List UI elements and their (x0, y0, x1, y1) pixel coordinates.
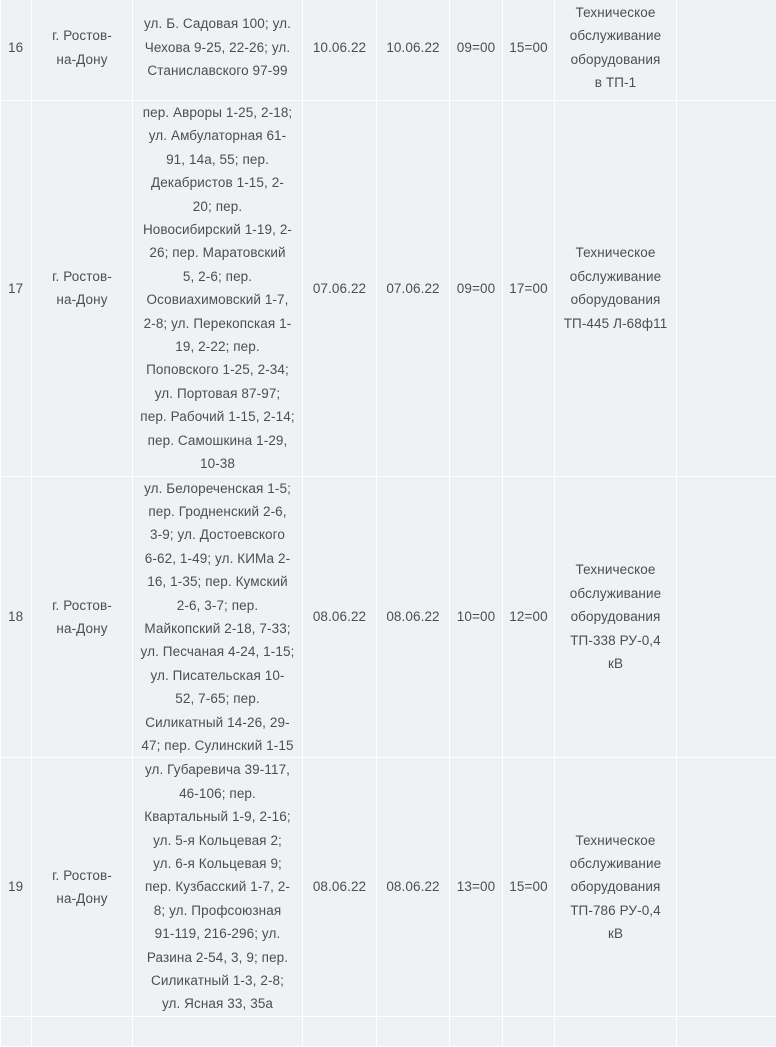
row-number-cell (1, 476, 32, 758)
row-number: 17 (8, 277, 31, 300)
address-list-line: пер. Рабочий 1-15, 2-14; (135, 405, 300, 428)
start-time-cell (450, 758, 503, 1016)
end-time: 17=00 (503, 277, 554, 300)
end-time-cell (503, 0, 555, 101)
address-list-line: 47; пер. Сулинский 1-15 (135, 734, 300, 757)
table-row (1, 0, 776, 101)
address-list-line: 8; ул. Профсоюзная (135, 899, 300, 922)
start-time-cell (450, 476, 503, 758)
empty-cell (450, 1016, 503, 1046)
address-list-line: 2-8; ул. Перекопская 1- (135, 312, 300, 335)
empty-cell (377, 1016, 450, 1046)
address-list-line: ул. Амбулаторная 61- (135, 124, 300, 147)
empty-cell (133, 1016, 303, 1046)
table-row (1, 101, 776, 477)
start-date: 10.06.22 (303, 36, 376, 59)
table-row (1, 476, 776, 758)
address-list-line: 16, 1-35; пер. Кумский (135, 570, 300, 593)
address-list-line: 19, 2-22; пер. (135, 335, 300, 358)
address-list-line: 91, 14а, 55; пер. (135, 148, 300, 171)
row-number: 18 (8, 605, 31, 628)
address-list-line: 3-9; ул. Достоевского (135, 523, 300, 546)
work-description (555, 829, 676, 946)
city-name: г. Ростов-на-Дону (32, 265, 132, 312)
start-date-cell (303, 476, 377, 758)
address-list-line: 46-106; пер. (135, 782, 300, 805)
work-description-cell (555, 758, 677, 1016)
city-name: г. Ростов-на-Дону (32, 24, 132, 71)
address-list-line: 26; пер. Маратовский (135, 241, 300, 264)
work-description-cell (555, 101, 677, 477)
table-row (1, 758, 776, 1016)
work-description-line: оборудования (555, 48, 676, 71)
empty-cell (677, 1016, 776, 1046)
address-list (133, 101, 302, 476)
address-list-cell (133, 0, 303, 101)
city-name: г. Ростов-на-Дону (32, 864, 132, 911)
work-description-line: оборудования (555, 288, 676, 311)
work-description-line: кВ (555, 922, 676, 945)
city-cell (32, 758, 133, 1016)
work-description-line: обслуживание (555, 24, 676, 47)
end-date: 07.06.22 (377, 277, 449, 300)
table-body (1, 0, 776, 1046)
empty-cell (1, 1016, 32, 1046)
address-list-line: Осовиахимовский 1-7, (135, 288, 300, 311)
address-list-cell (133, 476, 303, 758)
address-list-cell (133, 101, 303, 477)
address-list-line: 10-38 (135, 452, 300, 475)
row-number: 19 (8, 875, 31, 898)
end-date-cell (377, 101, 450, 477)
address-list-line: Силикатный 1-3, 2-8; (135, 969, 300, 992)
address-list-line: ул. Писательская 10- (135, 664, 300, 687)
address-list-line: Новосибирский 1-19, 2- (135, 218, 300, 241)
address-list-line: 5, 2-6; пер. (135, 265, 300, 288)
work-description-cell (555, 476, 677, 758)
address-list (133, 477, 302, 758)
end-time-cell (503, 476, 555, 758)
address-list-line: пер. Авроры 1-25, 2-18; (135, 101, 300, 124)
start-date: 08.06.22 (303, 875, 376, 898)
end-date: 08.06.22 (377, 605, 449, 628)
end-time: 15=00 (503, 875, 554, 898)
start-time: 09=00 (450, 36, 502, 59)
address-list-line: 91-119, 216-296; ул. (135, 922, 300, 945)
end-date: 08.06.22 (377, 875, 449, 898)
address-list-line: ул. Белореченская 1-5; (135, 477, 300, 500)
work-description-line: ТП-338 РУ-0,4 (555, 629, 676, 652)
start-date-cell (303, 758, 377, 1016)
end-time-cell (503, 101, 555, 477)
end-date-cell (377, 758, 450, 1016)
note-cell (677, 0, 776, 101)
start-date-cell (303, 0, 377, 101)
address-list-line: 6-62, 1-49; ул. КИМа 2- (135, 547, 300, 570)
empty-cell (555, 1016, 677, 1046)
work-description-cell (555, 0, 677, 101)
work-description (555, 1, 676, 95)
address-list-line: Поповского 1-25, 2-34; (135, 358, 300, 381)
work-description-line: ТП-786 РУ-0,4 (555, 899, 676, 922)
row-number: 16 (8, 36, 31, 59)
work-description-line: оборудования (555, 875, 676, 898)
work-description (555, 241, 676, 335)
city-cell (32, 101, 133, 477)
address-list-line: Разина 2-54, 3, 9; пер. (135, 946, 300, 969)
start-date: 08.06.22 (303, 605, 376, 628)
address-list-line: ул. Губаревича 39-117, (135, 758, 300, 781)
row-number-cell (1, 758, 32, 1016)
address-list-line: Станиславского 97-99 (135, 59, 300, 82)
empty-cell (503, 1016, 555, 1046)
start-time-cell (450, 101, 503, 477)
empty-cell (32, 1016, 133, 1046)
address-list-line: пер. Самошкина 1-29, (135, 429, 300, 452)
address-list-line: 20; пер. (135, 195, 300, 218)
start-time: 09=00 (450, 277, 502, 300)
address-list-line: 2-6, 3-7; пер. (135, 594, 300, 617)
end-time: 12=00 (503, 605, 554, 628)
note-cell (677, 476, 776, 758)
start-time-cell (450, 0, 503, 101)
city-cell (32, 476, 133, 758)
row-number-cell (1, 101, 32, 477)
address-list-line: ул. Ясная 33, 35а (135, 992, 300, 1015)
address-list-line: ул. Песчаная 4-24, 1-15; (135, 640, 300, 663)
end-time: 15=00 (503, 36, 554, 59)
start-time: 10=00 (450, 605, 502, 628)
address-list-line: 52, 7-65; пер. (135, 687, 300, 710)
address-list-line: ул. 5-я Кольцевая 2; (135, 829, 300, 852)
address-list-line: пер. Гродненский 2-6, (135, 500, 300, 523)
address-list-line: ул. Портовая 87-97; (135, 382, 300, 405)
address-list-cell (133, 758, 303, 1016)
address-list-line: ул. Б. Садовая 100; ул. (135, 12, 300, 35)
work-description-line: Техническое (555, 829, 676, 852)
end-date-cell (377, 476, 450, 758)
address-list-line: пер. Кузбасский 1-7, 2- (135, 875, 300, 898)
address-list-line: Силикатный 14-26, 29- (135, 711, 300, 734)
work-description-line: Техническое (555, 558, 676, 581)
end-date: 10.06.22 (377, 36, 449, 59)
address-list (133, 758, 302, 1015)
start-date-cell (303, 101, 377, 477)
work-description (555, 558, 676, 675)
work-description-line: Техническое (555, 241, 676, 264)
address-list (133, 12, 302, 82)
address-list-line: ул. 6-я Кольцевая 9; (135, 852, 300, 875)
note-cell (677, 758, 776, 1016)
city-name: г. Ростов-на-Дону (32, 594, 132, 641)
work-description-line: кВ (555, 652, 676, 675)
table-row (1, 1016, 776, 1046)
work-description-line: обслуживание (555, 265, 676, 288)
row-number-cell (1, 0, 32, 101)
work-description-line: ТП-445 Л-68ф11 (555, 312, 676, 335)
work-description-line: Техническое (555, 1, 676, 24)
end-date-cell (377, 0, 450, 101)
work-description-line: в ТП-1 (555, 71, 676, 94)
empty-cell (303, 1016, 377, 1046)
address-list-line: Чехова 9-25, 22-26; ул. (135, 36, 300, 59)
start-time: 13=00 (450, 875, 502, 898)
address-list-line: Декабристов 1-15, 2- (135, 171, 300, 194)
work-description-line: обслуживание (555, 852, 676, 875)
city-cell (32, 0, 133, 101)
note-cell (677, 101, 776, 477)
work-description-line: обслуживание (555, 582, 676, 605)
address-list-line: Квартальный 1-9, 2-16; (135, 805, 300, 828)
start-date: 07.06.22 (303, 277, 376, 300)
address-list-line: Майкопский 2-18, 7-33; (135, 617, 300, 640)
end-time-cell (503, 758, 555, 1016)
work-description-line: оборудования (555, 605, 676, 628)
